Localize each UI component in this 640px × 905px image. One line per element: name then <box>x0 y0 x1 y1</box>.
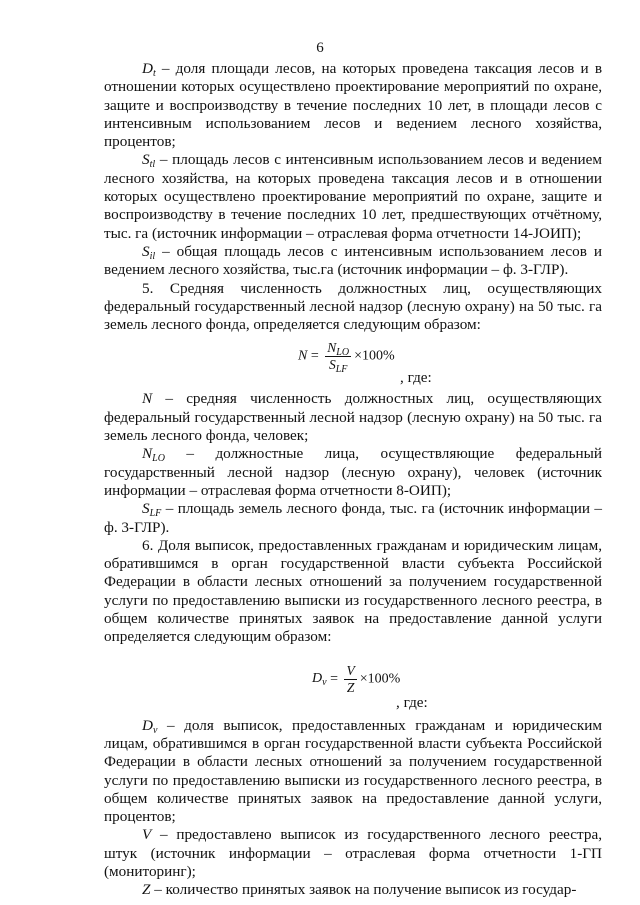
symbol: $S_{LF}$ <box>142 500 162 520</box>
symbol: $S_{il}$ <box>142 242 156 262</box>
definition-z: Z – количество принятых заявок на получение выписок из государ- <box>142 881 577 899</box>
definition-dt: $D_t$ – доля площади лесов, на которых проведена таксация лесов и в отношении которых осуществлено проектирование мероприятий по охране, защите и воспроизводству в течение последних 10 лет, в площади лесов с интенсивным использованием лесов и ведением лесного хозяйства, процентов; <box>104 60 602 151</box>
section-6-intro: 6. Доля выписок, предоставленных гражданам и юридическим лицам, обратившимся в орган государственной власти субъекта Российской Федерации в области лесных отношений за получением государственной услуги по предоставлению выписки из государственного лесного реестра, в общем количестве принятых заявок на предоставление данной услуги определяется следующим образом: <box>104 536 602 646</box>
definition-n: N – средняя численность должностных лиц, осуществляющих федеральный государственный лесной надзор (лесную охрану) на 50 тыс. га земель лесного фонда, человек; <box>104 390 602 445</box>
formula-where: , где: <box>400 369 432 387</box>
definition-v: V – предоставлено выписок из государственного лесного реестра, штук (источник информации – отраслевая форма отчетности 1-ГП (мониторинг); <box>104 826 602 880</box>
definition-dv: $D_v$ – доля выписок, предоставленных гражданам и юридическим лицам, обратившимся в орган государственной власти субъекта Российской Федерации в области лесных отношений за получением государственной услуги по предоставлению выписки из государственного лесного реестра, в общем количестве принятых заявок на предоставление данной услуги, процентов; <box>104 716 602 826</box>
definition-sil: $S_{il}$ – общая площадь лесов с интенсивным использованием лесов и ведением лесного хозяйства, тыс.га (источник информации – ф. 3-ГЛР). <box>104 242 602 279</box>
definition-slf: $S_{LF}$ – площадь земель лесного фонда, тыс. га (источник информации – ф. 3-ГЛР). <box>104 500 602 536</box>
formula-n: N = $\frac{N_{LO}}{S_{LF}}$ ×100% , где: <box>298 340 432 387</box>
page-number: 6 <box>316 40 324 56</box>
symbol: $D_v$ <box>142 716 158 736</box>
symbol: N <box>142 390 153 408</box>
symbol: V <box>142 826 152 844</box>
symbol: $D_t$ <box>142 60 156 79</box>
definition-nlo: $N_{LO}$ – должностные лица, осуществляющие федеральный государственный лесной надзор (лесную охрану), человек (источник информации – отраслевая форма отчетности 8-ОИП); <box>104 445 602 499</box>
formula-fraction: $\frac{N_{LO}}{S_{LF}}$ <box>327 340 350 376</box>
symbol: $N_{LO}$ <box>142 445 165 465</box>
formula-lhs: $D_v$ <box>312 670 327 688</box>
symbol: Z <box>142 881 151 899</box>
document-body <box>104 60 602 900</box>
definition-stl: $S_{tl}$ – площадь лесов с интенсивным использованием лесов и ведением лесного хозяйства, на которых проведена таксация лесов и в отношении которых осуществлено проектирование мероприятий по охране, защите и воспроизводству в течение последних 10 лет, предшествующих отчётному, тыс. га (источник информации – отраслевая форма отчетности 14-ЈОИП); <box>104 151 602 242</box>
formula-where: , где: <box>396 693 428 711</box>
formula-fraction: $\frac{V}{Z}$ <box>346 662 355 695</box>
formula-dv: $D_v$ = $\frac{V}{Z}$ ×100% , где: <box>312 662 428 711</box>
formula-lhs: N <box>298 348 308 364</box>
symbol: $S_{tl}$ <box>142 151 156 171</box>
section-5-intro: 5. Средняя численность должностных лиц, осуществляющих федеральный государственный лесной надзор (лесную охрану) на 50 тыс. га земель лесного фонда, определяется следующим образом: <box>104 279 602 334</box>
